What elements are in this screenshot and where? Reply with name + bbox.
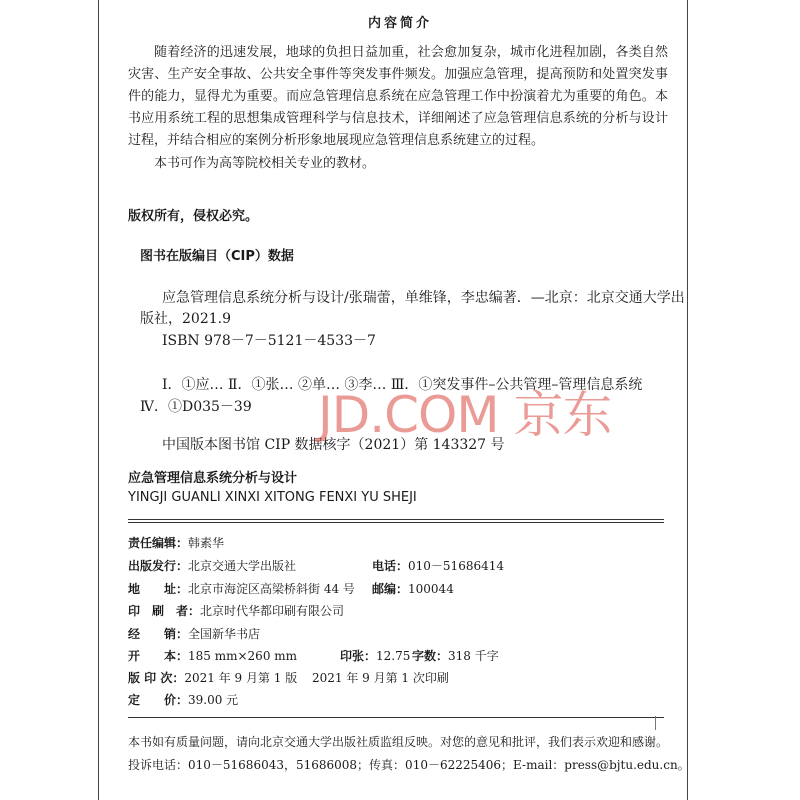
cip-classification-line: Ⅰ．①应… Ⅱ．①张… ②单… ③李… Ⅲ．①突发事件–公共管理–管理信息系统 bbox=[162, 377, 643, 393]
edition-value: 2021 年 9 月第 1 版 bbox=[184, 671, 298, 685]
cip-classification-code: Ⅳ．①D035－39 bbox=[140, 399, 252, 415]
intro-paragraph-1: 随着经济的迅速发展，地球的负担日益加重，社会愈加复杂，城市化进程加剧，各类自然灾害、生产安全事故、公共安全事件等突发事件频发。加强应急管理，提高预防和处置突发事件的能力，显得尤为重要。而应急管理信息系统在应急管理工作中扮演着尤为重要的角色。本书应用系统工程的思想集成管理科学与信息技术，详细阐述了应急管理信息系统的分析与设计过程，并结合相应的案例分析形象地展现应急管理信息系统建立的过程。 bbox=[128, 45, 668, 148]
price-row bbox=[128, 691, 238, 708]
price-label: 定 价： bbox=[128, 693, 189, 707]
postcode-row bbox=[372, 580, 454, 597]
cip-line-1: 应急管理信息系统分析与设计/张瑞蕾，单维锋，李忠编著．—北京：北京交通大学出 bbox=[162, 290, 685, 306]
page-border-right bbox=[687, 0, 688, 800]
page-mark bbox=[655, 716, 656, 730]
address-label: 地 址： bbox=[128, 582, 189, 596]
publisher-value: 北京交通大学出版社 bbox=[188, 559, 297, 573]
publisher-label: 出版发行： bbox=[128, 559, 189, 573]
editor-value: 韩素华 bbox=[188, 536, 225, 550]
printer-label: 印 刷 者： bbox=[128, 604, 201, 618]
cip-isbn: ISBN 978－7－5121－4533－7 bbox=[162, 333, 376, 349]
phone-label: 电话： bbox=[372, 559, 409, 573]
book-title-pinyin: YINGJI GUANLI XINXI XITONG FENXI YU SHEJI bbox=[128, 490, 417, 505]
distributor-row bbox=[128, 625, 260, 642]
sheets-label: 印张： bbox=[340, 649, 377, 663]
intro-paragraph-2: 本书可作为高等院校相关专业的教材。 bbox=[154, 156, 376, 171]
cip-line-2: 版社，2021.9 bbox=[140, 311, 231, 327]
printer-row bbox=[128, 602, 344, 619]
edition-label: 版 印 次： bbox=[128, 671, 185, 685]
copyright-notice: 版权所有，侵权必究。 bbox=[128, 209, 259, 224]
quality-notice: 本书如有质量问题，请向北京交通大学出版社质监组反映。对您的意见和批评，我们表示欢迎和感谢。 bbox=[128, 735, 669, 749]
jd-watermark: JD.COM 京东 bbox=[318, 386, 612, 444]
editor-row bbox=[128, 534, 224, 551]
words-value: 318 千字 bbox=[448, 649, 499, 663]
printer-value: 北京时代华都印刷有限公司 bbox=[200, 604, 345, 618]
contact-info: 投诉电话：010－51686043，51686008；传真：010－62225406；E-mail：press@bjtu.edu.cn。 bbox=[128, 758, 690, 772]
address-row bbox=[128, 580, 355, 597]
distributor-value: 全国新华书店 bbox=[188, 627, 261, 641]
page-border-left bbox=[98, 0, 99, 800]
format-row bbox=[128, 647, 297, 664]
book-title: 应急管理信息系统分析与设计 bbox=[128, 471, 298, 486]
cip-heading: 图书在版编目（CIP）数据 bbox=[140, 249, 294, 264]
sheets-value: 12.75 bbox=[376, 649, 411, 663]
distributor-label: 经 销： bbox=[128, 627, 189, 641]
divider-top-inner bbox=[128, 522, 664, 523]
address-value: 北京市海淀区高梁桥斜街 44 号 bbox=[188, 582, 355, 596]
phone-value: 010－51686414 bbox=[408, 559, 504, 573]
page-title: 内容简介 bbox=[367, 16, 432, 31]
cip-record-number: 中国版本图书馆 CIP 数据核字（2021）第 143327 号 bbox=[162, 437, 505, 453]
postcode-label: 邮编： bbox=[372, 582, 409, 596]
postcode-value: 100044 bbox=[408, 582, 454, 596]
printing-value: 2021 年 9 月第 1 次印刷 bbox=[312, 671, 449, 685]
words-label: 字数： bbox=[412, 649, 449, 663]
divider-top bbox=[128, 519, 664, 520]
publisher-row bbox=[128, 557, 296, 574]
format-label: 开 本： bbox=[128, 649, 189, 663]
editor-label: 责任编辑： bbox=[128, 536, 189, 550]
words-row bbox=[412, 647, 499, 664]
sheets-row bbox=[340, 647, 410, 664]
format-value: 185 mm×260 mm bbox=[188, 649, 298, 663]
price-value: 39.00 元 bbox=[188, 693, 239, 707]
edition-row bbox=[128, 669, 297, 686]
phone-row bbox=[372, 557, 504, 574]
divider-bottom bbox=[128, 717, 664, 718]
